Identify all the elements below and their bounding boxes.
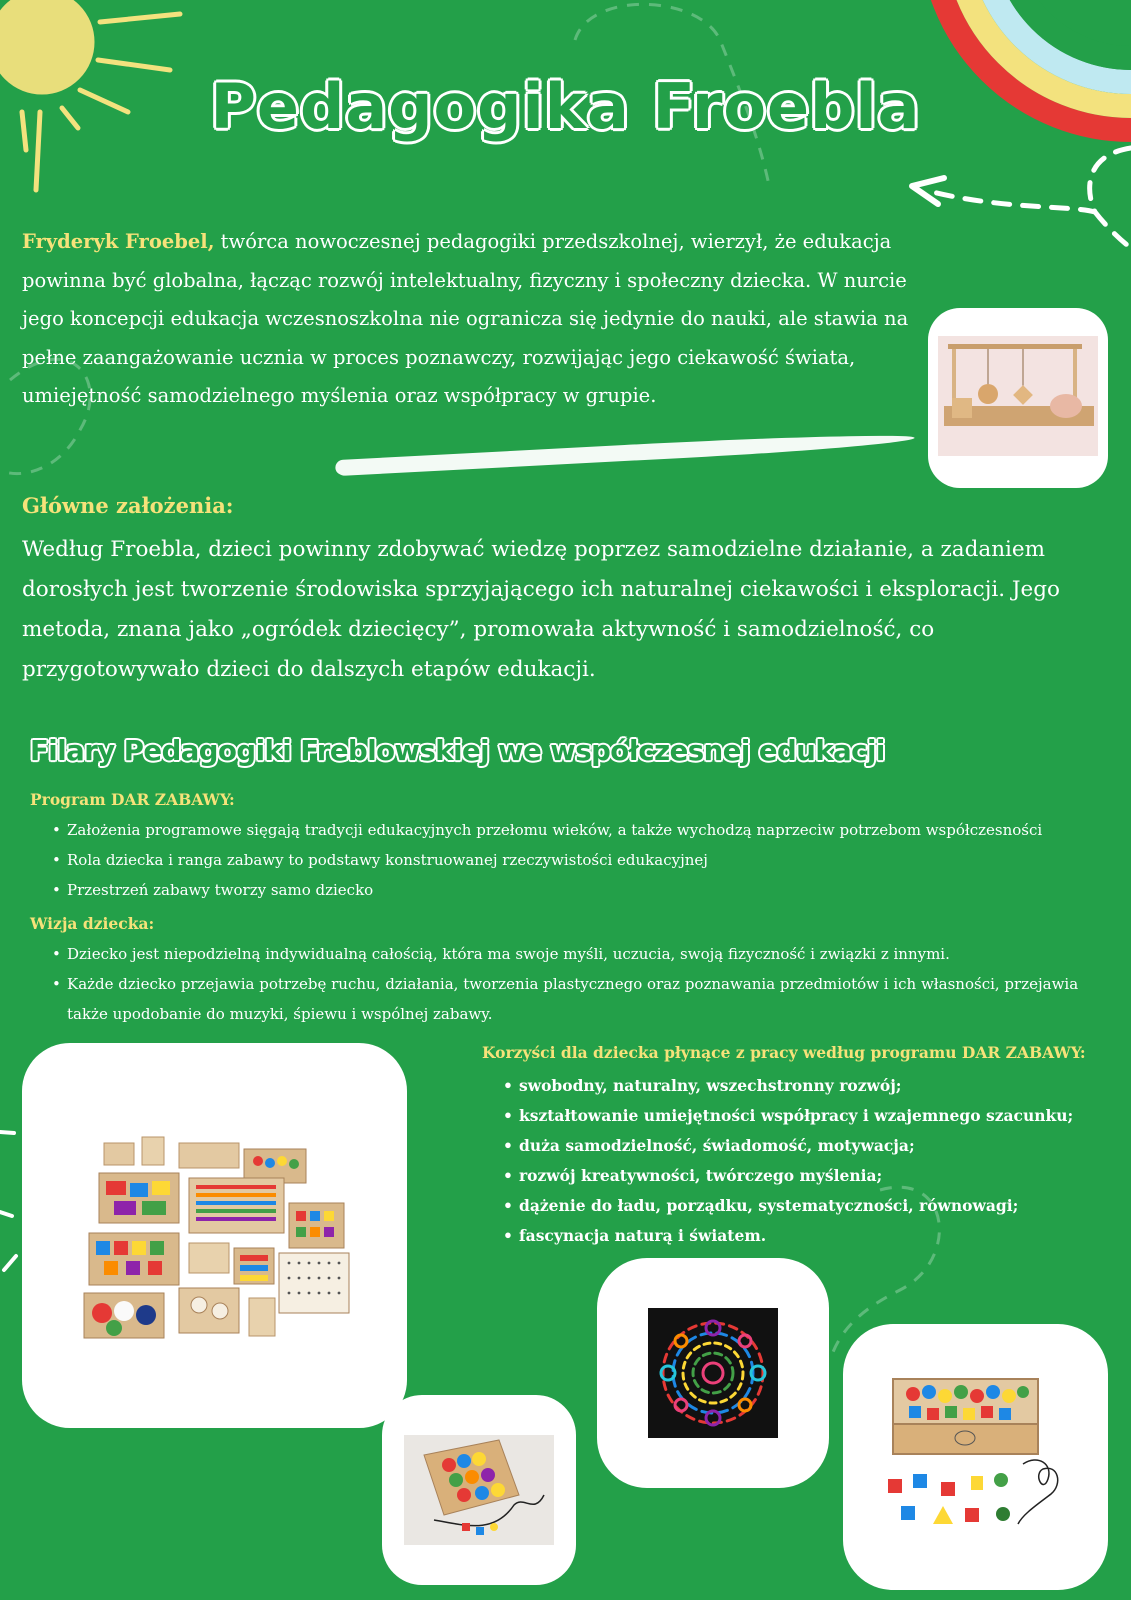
photo-gift-boxes [22,1043,407,1428]
photo-wooden-frame-image [938,336,1098,456]
list-item: • fascynacja naturą i światem. [503,1221,1073,1251]
list-item: • Każde dziecko przejawia potrzebę ruchu, działania, tworzenia plastycznego oraz poznawania przedmiotów i ich własności, przejawia także upodobanie do muzyki, śpiewu i wspólnej zabawy. [48,969,1098,1029]
photo-j1-beads-image [873,1374,1073,1544]
froebel-name: Fryderyk Froebel, [22,230,215,253]
main-assumptions-text: Według Froebla, dzieci powinny zdobywać wiedzę poprzez samodzielne działanie, a zadaniem dorosłych jest tworzenie środowiska sprzyjającego ich naturalnej ciekawości i eksploracji. Jego metoda, znana jako „ogródek dziecięcy”, promowała aktywność i samodzielność, co przygotowywało dzieci do dalszych etapów edukacji. [22,537,1060,682]
vision-list [48,939,1098,1029]
list-item: • Założenia programowe sięgają tradycji edukacyjnych przełomu wieków, a także wychodzą naprzeciw potrzebom współczesności [48,815,1042,845]
list-item: • Rola dziecka i ranga zabawy to podstawy konstruowanej rzeczywistości edukacyjnej [48,845,1042,875]
photo-beads-box [382,1395,576,1585]
left-dashes-icon [0,1132,16,1270]
photo-gift-boxes-image [74,1133,354,1343]
list-item: • duża samodzielność, świadomość, motywacja; [503,1131,1073,1161]
brush-stroke-divider [335,430,915,476]
program-list [48,815,1042,905]
photo-mandala [597,1258,829,1488]
photo-beads-box-image [404,1435,554,1545]
page-title: Pedagogika Froebla [210,70,921,143]
arrow-head-icon [912,178,944,204]
benefits-heading: Korzyści dla dziecka płynące z pracy według programu DAR ZABAWY: [482,1043,1086,1062]
photo-mandala-image [648,1308,778,1438]
benefits-list [503,1071,1073,1251]
intro-paragraph [22,223,922,416]
list-item: • Przestrzeń zabawy tworzy samo dziecko [48,875,1042,905]
list-item: • kształtowanie umiejętności współpracy i wzajemnego szacunku; [503,1101,1073,1131]
photo-wooden-frame [928,308,1108,488]
list-item: • dążenie do ładu, porządku, systematyczności, równowagi; [503,1191,1073,1221]
photo-j1-beads [843,1324,1108,1590]
intro-text: twórca nowoczesnej pedagogiki przedszkolnej, wierzył, że edukacja powinna być globalna, łącząc rozwój intelektualny, fizyczny i społeczny dziecka. W nurcie jego koncepcji edukacja wczesnoszkolna nie ogranicza się jedynie do nauki, ale stawia na pełne zaangażowanie ucznia w proces poznawczy, rozwijając jego ciekawość świata, umiejętność samodzielnego myślenia oraz współpracy w grupie. [22,230,909,407]
list-item: • Dziecko jest niepodzielną indywidualną całością, która ma swoje myśli, uczucia, swoją fizyczność i związki z innymi. [48,939,1098,969]
vision-heading: Wizja dziecka: [30,914,155,933]
list-item: • rozwój kreatywności, twórczego myślenia; [503,1161,1073,1191]
list-item: • swobodny, naturalny, wszechstronny rozwój; [503,1071,1073,1101]
program-heading: Program DAR ZABAWY: [30,790,235,809]
dashed-arrow-icon [925,148,1131,248]
main-assumptions-heading: Główne założenia: [22,493,234,518]
pillars-heading: Filary Pedagogiki Freblowskiej we współczesnej edukacji [30,735,885,767]
